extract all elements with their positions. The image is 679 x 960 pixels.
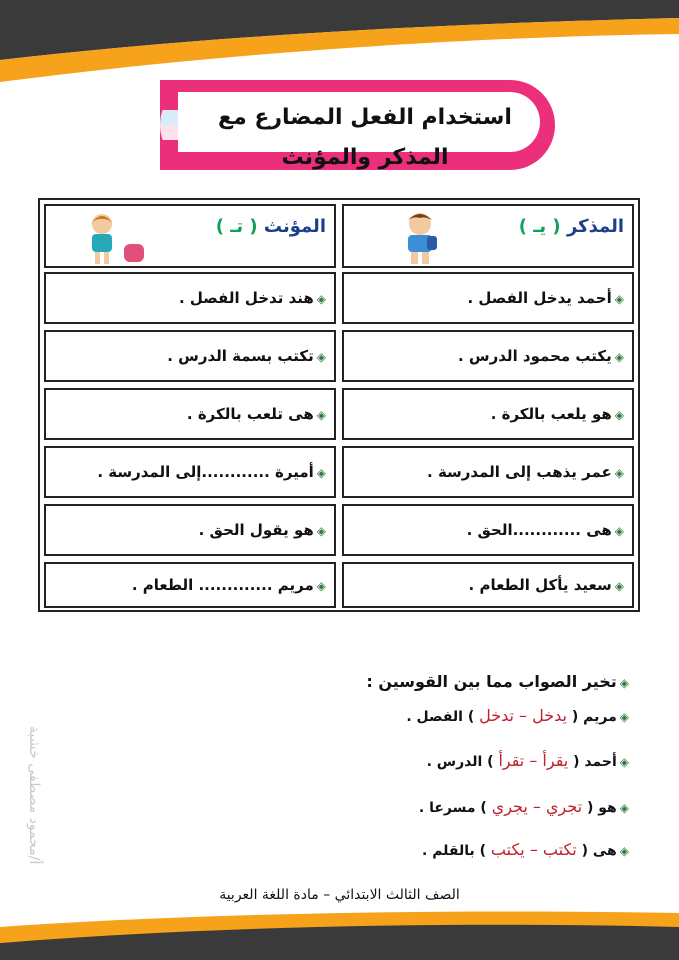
page-title: استخدام الفعل المضارع مع المذكر والمؤنث: [218, 105, 512, 170]
diamond-bullet-icon: ◈: [614, 292, 624, 306]
header-masculine: [342, 204, 634, 268]
table-row-4-right: ◈عمر يذهب إلى المدرسة .: [342, 446, 634, 498]
boy-illustration: [394, 210, 446, 266]
diamond-bullet-icon: ◈: [614, 466, 624, 480]
exercise-item-1: ◈مريم ( يدخل – تدخل ) الفصل .: [406, 706, 629, 725]
exercise-instruction: ◈تخير الصواب مما بين القوسين :: [366, 672, 629, 691]
diamond-bullet-icon: ◈: [614, 579, 624, 593]
girl-illustration: [82, 210, 152, 266]
diamond-bullet-icon: ◈: [619, 710, 629, 724]
diamond-bullet-icon: ◈: [316, 466, 326, 480]
diamond-bullet-icon: ◈: [316, 350, 326, 364]
table-row-3-right: ◈هو يلعب بالكرة .: [342, 388, 634, 440]
header-masculine-label: المذكر: [566, 216, 624, 237]
diamond-bullet-icon: ◈: [316, 579, 326, 593]
title-banner: [160, 80, 555, 170]
top-decoration: [0, 0, 679, 90]
exercise-item-2: ◈أحمد ( يقرأ – تقرأ ) الدرس .: [426, 751, 629, 770]
diamond-bullet-icon: ◈: [316, 408, 326, 422]
diamond-bullet-icon: ◈: [619, 844, 629, 858]
header-masculine-sub: ( يـ ): [518, 216, 561, 237]
table-row-1-right: ◈أحمد يدخل الفصل .: [342, 272, 634, 324]
diamond-bullet-icon: ◈: [619, 801, 629, 815]
diamond-bullet-icon: ◈: [614, 408, 624, 422]
diamond-bullet-icon: ◈: [614, 350, 624, 364]
table-row-1-left: ◈هند تدخل الفصل .: [44, 272, 336, 324]
verb-table: [38, 198, 640, 612]
author-watermark: أ/محمود مصطفى خشبة: [26, 725, 42, 865]
header-feminine: [44, 204, 336, 268]
header-feminine-sub: ( تـ ): [215, 216, 258, 237]
diamond-bullet-icon: ◈: [316, 524, 326, 538]
diamond-bullet-icon: ◈: [316, 292, 326, 306]
table-row-3-left: ◈هى تلعب بالكرة .: [44, 388, 336, 440]
table-row-6-right: ◈سعيد يأكل الطعام .: [342, 562, 634, 608]
table-row-2-left: ◈تكتب بسمة الدرس .: [44, 330, 336, 382]
exercise-item-4: ◈هى ( تكتب – يكتب ) بالقلم .: [422, 840, 629, 859]
header-feminine-label: المؤنث: [263, 216, 326, 237]
exercise-item-3: ◈هو ( تجري – يجري ) مسرعا .: [418, 797, 629, 816]
table-row-5-left: ◈هو يقول الحق .: [44, 504, 336, 556]
table-row-2-right: ◈يكتب محمود الدرس .: [342, 330, 634, 382]
diamond-bullet-icon: ◈: [614, 524, 624, 538]
table-row-4-left: ◈أميرة ............إلى المدرسة .: [44, 446, 336, 498]
footer-caption: الصف الثالث الابتدائي – مادة اللغة العربية: [219, 887, 460, 903]
table-row-6-left: ◈مريم ............. الطعام .: [44, 562, 336, 608]
bottom-decoration: [0, 905, 679, 960]
diamond-bullet-icon: ◈: [619, 755, 629, 769]
table-row-5-right: ◈هى ............الحق .: [342, 504, 634, 556]
diamond-bullet-icon: ◈: [619, 676, 629, 690]
